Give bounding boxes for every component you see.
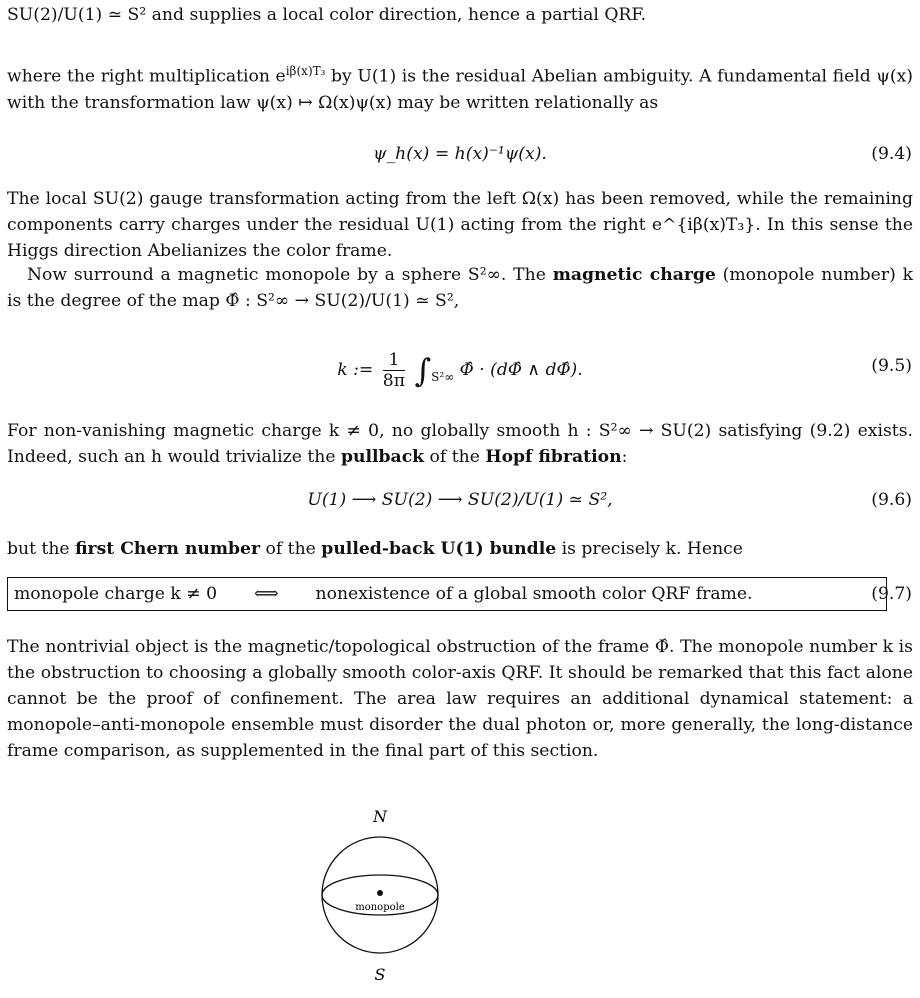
- boxed-statement-text: monopole charge k ≠ 0 ⟺ nonexistence of a global smooth color QRF frame.: [14, 584, 753, 604]
- paragraph-4: For non-vanishing magnetic charge k ≠ 0, no globally smooth h : S²∞ → SU(2) satisfying (9.2) exists. Indeed, such an h would trivialize the pullback of the Hopf fibration:: [7, 421, 913, 467]
- fraction: $\frac{1}{8\pi}$: [382, 350, 406, 391]
- label-north: N: [373, 807, 387, 826]
- paragraph-1: where the right multiplication $e^{i\beta(x)T_3}$ by U(1) is the residual Abelian ambiguity. A fundamental field ψ(x) with the transformation law ψ(x) ↦ Ω(x)ψ(x) may be written relationally as: [7, 64, 913, 113]
- line-top: SU(2)/U(1) ≃ S² and supplies a local color direction, hence a partial QRF.: [7, 5, 647, 25]
- paragraph-2: The local SU(2) gauge transformation acting from the left Ω(x) has been removed, while the remaining components carry charges under the residual U(1) acting from the right e^{iβ(x)T₃}. In this sense the Higgs direction Abelianizes the color frame.: [7, 189, 913, 261]
- equation-9-6: U(1) ⟶ SU(2) ⟶ SU(2)/U(1) ≃ S²,: [307, 490, 613, 510]
- monopole-dot: [377, 890, 383, 896]
- paragraph-3: Now surround a magnetic monopole by a sphere S²∞. The magnetic charge (monopole number) k is the degree of the map Φ̂ : S²∞ → SU(2)/U(1) ≃ S²,: [7, 265, 913, 311]
- equation-number-9-4: (9.4): [871, 144, 912, 164]
- equation-9-5: k := $\frac{1}{8\pi}$ $\int_{S^2\infty}$ Φ̂ · (dΦ̂ ∧ dΦ̂).: [337, 350, 583, 391]
- paragraph-5: but the first Chern number of the pulled-back U(1) bundle is precisely k. Hence: [7, 539, 743, 559]
- integral-sign: ∫: [414, 351, 432, 390]
- term-magnetic-charge: magnetic charge: [552, 265, 716, 285]
- equation-9-4: ψ_h(x) = h(x)⁻¹ψ(x).: [373, 144, 547, 164]
- label-monopole: monopole: [355, 902, 405, 913]
- label-south: S: [374, 965, 386, 984]
- equation-number-9-6: (9.6): [871, 490, 912, 510]
- equation-number-9-5: (9.5): [871, 356, 912, 376]
- monopole-sphere-figure: [300, 800, 460, 990]
- equation-number-9-7: (9.7): [871, 584, 912, 604]
- paragraph-6: The nontrivial object is the magnetic/topological obstruction of the frame Φ̂. The monopole number k is the obstruction to choosing a globally smooth color-axis QRF. It should be remarked that this fact alone cannot be the proof of confinement. The area law requires an additional dynamical statement: a monopole–anti-monopole ensemble must disorder the dual photon or, more generally, the long-distance frame comparison, as supplemented in the final part of this section.: [7, 637, 913, 761]
